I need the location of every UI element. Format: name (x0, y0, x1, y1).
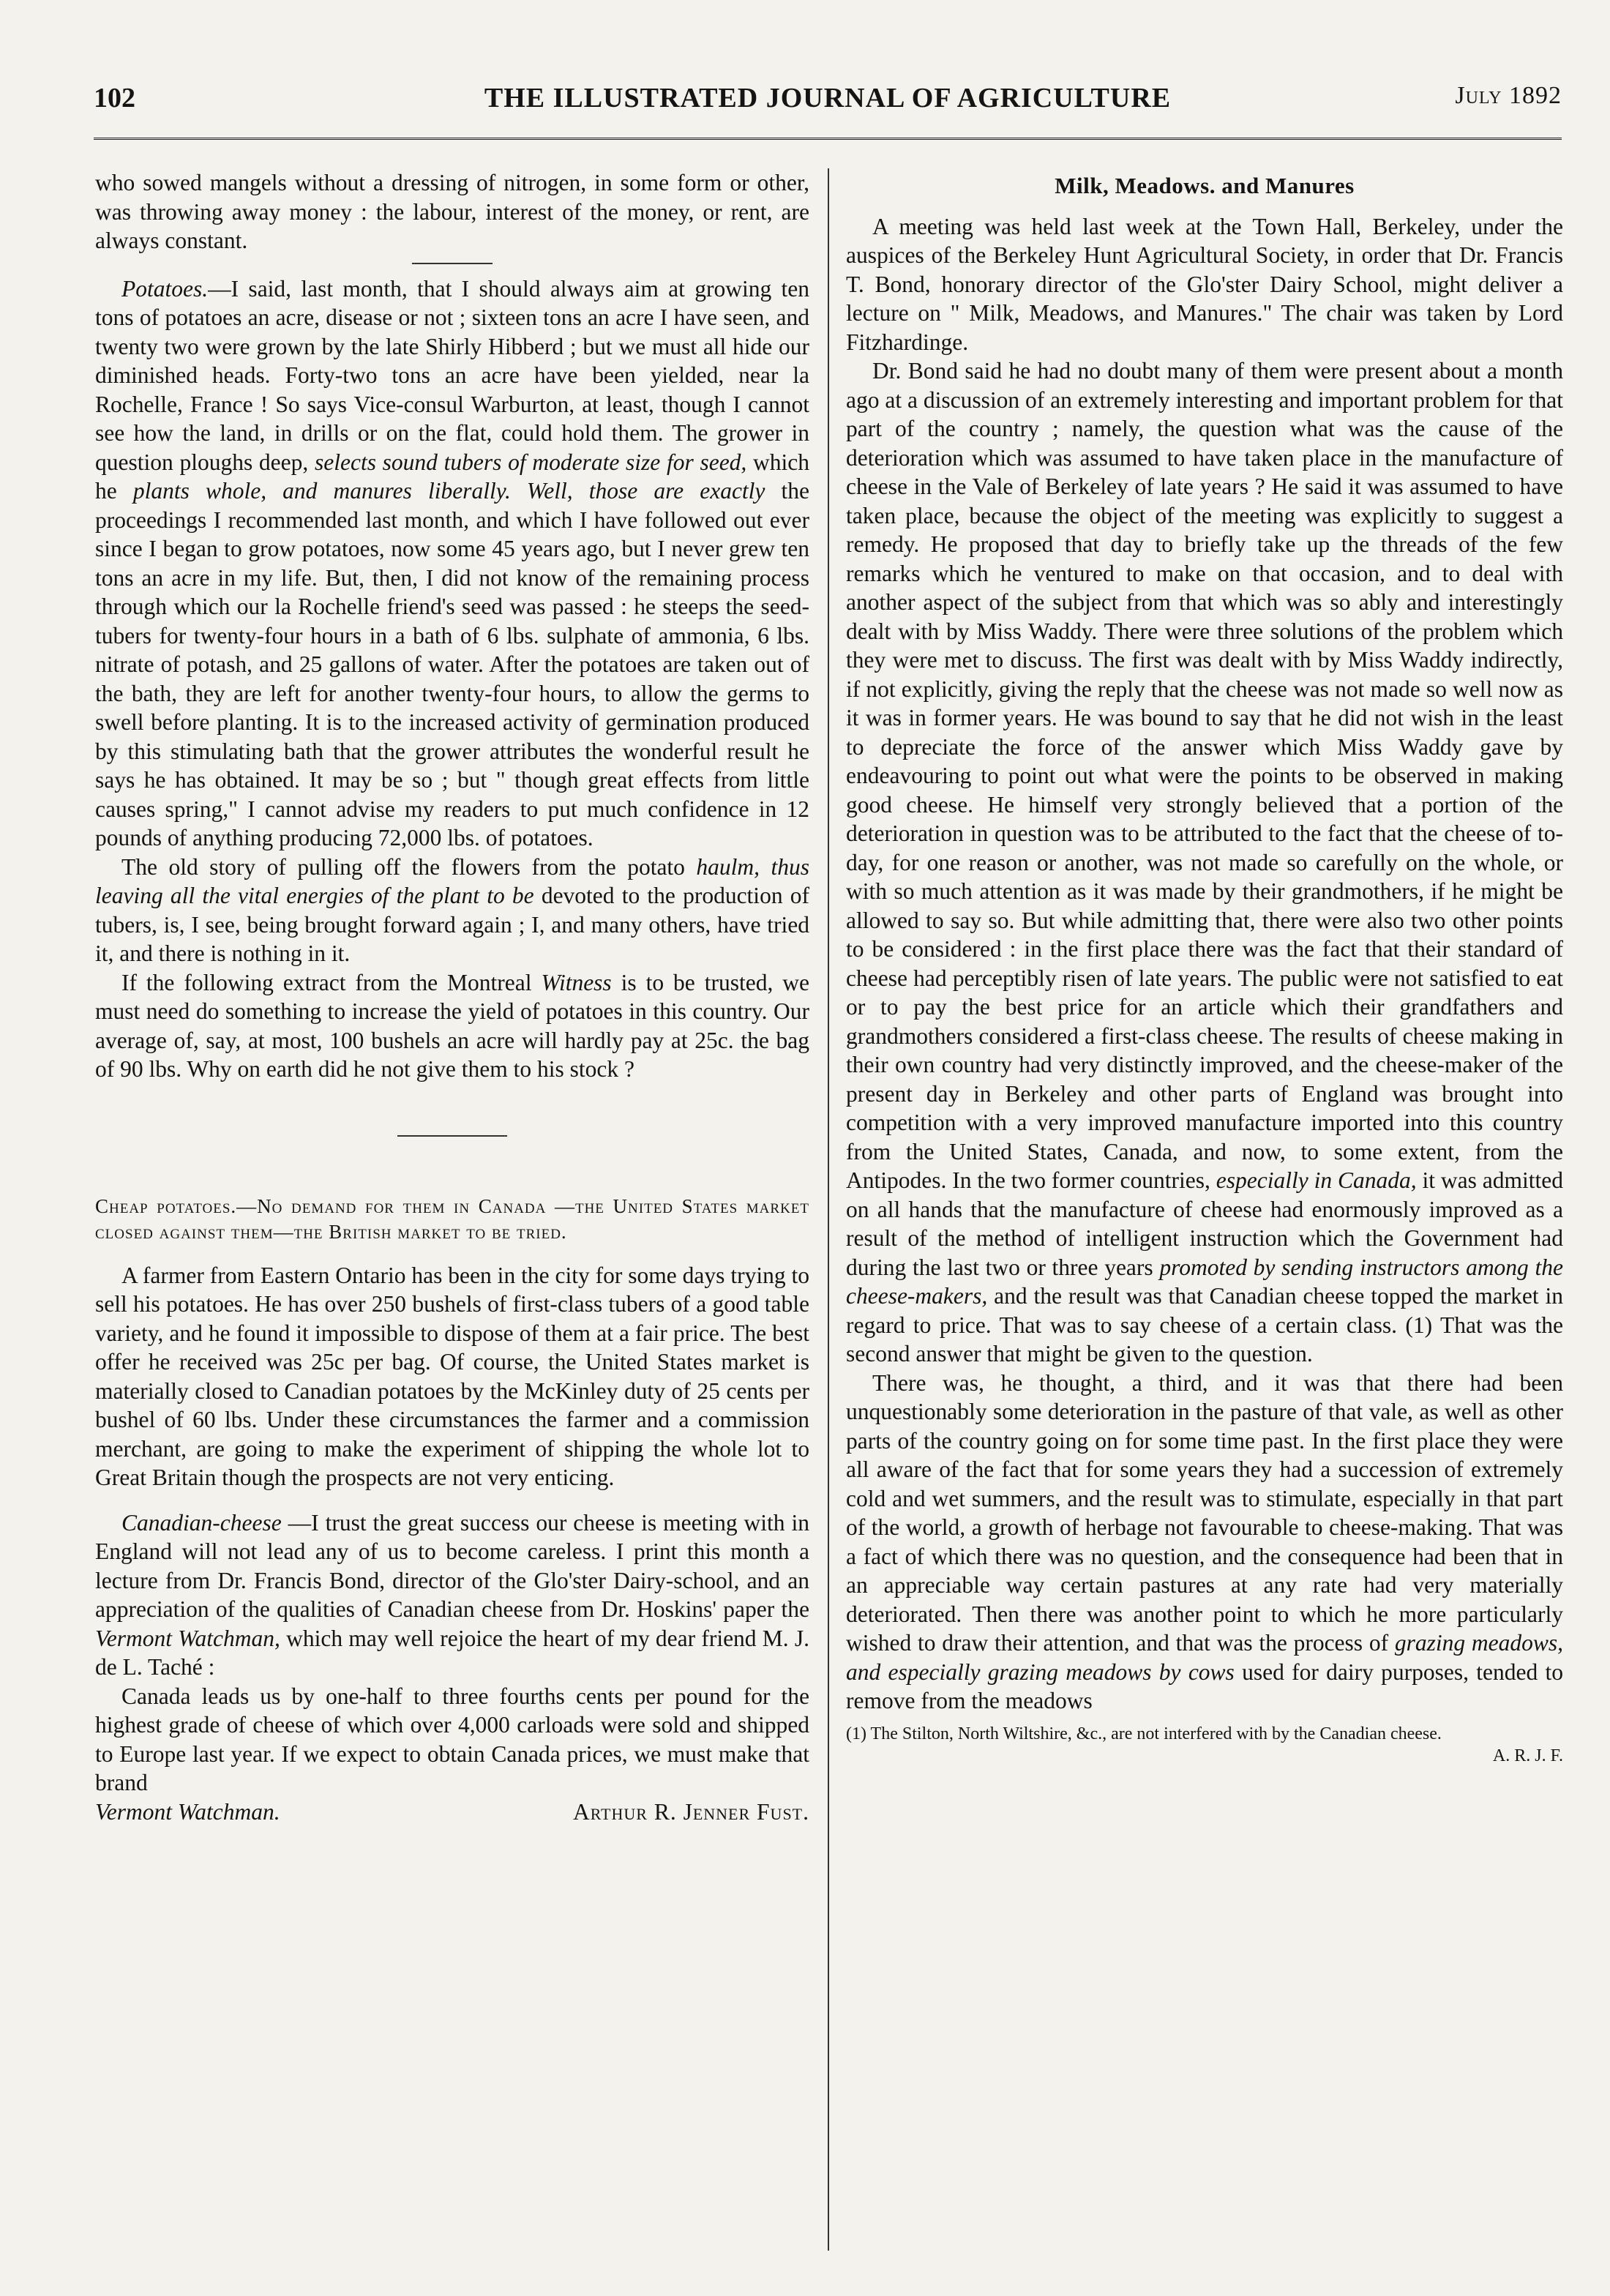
paragraph-third-answer: There was, he thought, a third, and it was that there had been unquestionably some deterioration in the pasture of that vale, as well as other parts of the country going on for some time past. In the first place they were all aware of the fact that for some years they had a succession of extremely cold and wet summers, and the result was to stimulate, especially in that part of the world, a growth of herbage not favourable to cheese-making. That was a fact of which there was no question, and the consequence had been that in an appreciable way certain pastures at any rate had very materially deteriorated. Then there was another point to which he more particularly wished to draw their attention, and that was the process of grazing meadows, and especially grazing meadows by cows used for dairy purposes, tended to remove from the meadows (846, 1369, 1564, 1713)
paragraph-potatoes-2: The old story of pulling off the flowers from the potato haulm, thus leaving all the vital energies of the plant to be devoted to the production of tubers, is, I see, being brought forward again ; I, and many others, have tried it, and there is nothing in it. (95, 853, 810, 966)
paragraph-potatoes-3: If the following extract from the Montreal Witness is to be trusted, we must need do something to increase the yield of potatoes in this country. Our average of, say, at most, 100 bushels an acre will hardly pay at 25c. the bag of 90 lbs. Why on earth did he not give them to his stock ? (95, 969, 810, 1082)
author-signature: Arthur R. Jenner Fust. (572, 1798, 809, 1825)
paragraph-meeting: A meeting was held last week at the Town Hall, Berkeley, under the auspices of the Berkeley Hunt Agricultural Society, in order that Dr. Francis T. Bond, honorary director of the Glo'ster Dairy School, might deliver a lecture on " Milk, Meadows, and Manures." The chair was taken by Lord Fitzhardinge. (846, 213, 1563, 355)
signoff-line (95, 1798, 809, 1827)
left-column (95, 168, 809, 1826)
potatoes-label: Potatoes. (121, 275, 209, 302)
section-heading-cheap-potatoes: Cheap potatoes.—No demand for them in Canada —the United States market closed against them—the British market to be tried. (95, 1194, 810, 1243)
paragraph-mangels: who sowed mangels without a dressing of nitrogen, in some form or other, was throwing away money : the labour, interest of the money, or rent, are always constant. (95, 170, 809, 253)
paragraph-potatoes-1: Potatoes.—I said, last month, that I should always aim at growing ten tons of potatoes an acre, disease or not ; sixteen tons an acre I have seen, and twenty two were grown by the late Shirly Hibberd ; but we must all hide our diminished heads. Forty-two tons an acre have been yielded, near la Rochelle, France ! So says Vice-consul Warburton, at least, though I cannot see how the land, in drills or on the flat, could hold them. The grower in question ploughs deep, selects sound tubers of moderate size for seed, which he plants whole, and manures liberally. Well, those are exactly the proceedings I recommended last month, and which I have followed out ever since I began to grow potatoes, now some 45 years ago, but I never grew ten tons an acre in my life. But, then, I did not know of the remaining process through which our la Rochelle friend's seed was passed : he steeps the seed-tubers for twenty-four hours in a bath of 6 lbs. sulphate of ammonia, 6 lbs. nitrate of potash, and 25 gallons of water. After the potatoes are taken out of the bath, they are left for another twenty-four hours, to allow the germs to swell before planting. It is to the increased activity of germination produced by this stimulating bath that the grower attributes the wonderful result he says he has obtained. It may be so ; but " though great effects from little causes spring," I cannot advise my readers to put much confidence in 12 pounds of anything producing 72,000 lbs. of potatoes. (95, 275, 810, 850)
cheese-label: Canadian-cheese (121, 1509, 282, 1536)
page-header (94, 82, 1562, 126)
column-divider (828, 168, 829, 2251)
header-rule (94, 138, 1562, 140)
footnote-signature: A. R. J. F. (1492, 1746, 1563, 1765)
article-title: Milk, Meadows. and Manures (1055, 173, 1355, 198)
paragraph-cheese-1: Canadian-cheese —I trust the great success our cheese is meeting with in England will not lead any of us to become careless. I print this month a lecture from Dr. Francis Bond, director of the Glo'ster Dairy-school, and an appreciation of the qualities of Canadian cheese from Dr. Hoskins' paper the Vermont Watchman, which may well rejoice the heart of my dear friend M. J. de L. Taché : (95, 1509, 810, 1680)
paragraph-cheese-2: Canada leads us by one-half to three fourths cents per pound for the highest grade of cheese of which over 4,000 carloads were sold and shipped to Europe last year. If we expect to obtain Canada prices, we must make that brand (95, 1683, 809, 1795)
journal-title: THE ILLUSTRATED JOURNAL OF AGRICULTURE (484, 83, 1172, 113)
section-separator (397, 1135, 507, 1137)
page-number: 102 (94, 83, 135, 113)
footnote (846, 1723, 1563, 1767)
footnote-text: (1) The Stilton, North Wiltshire, &c., are not interfered with by the Canadian cheese. (846, 1724, 1442, 1743)
paragraph-dr-bond: Dr. Bond said he had no doubt many of them were present about a month ago at a discussion of an extremely interesting and important problem for that part of the country ; namely, the question what was the cause of the deterioration which was assumed to have taken place in the manufacture of cheese in the Vale of Berkeley of late years ? He said it was assumed to have taken place, because the object of the meeting was explicitly to suggest a remedy. He proposed that day to briefly take up the threads of the few remarks which he ventured to make on that occasion, and to deal with another aspect of the subject from that which was so ably and interestingly dealt with by Miss Waddy. There were three solutions of the problem which they were met to discuss. The first was dealt with by Miss Waddy indirectly, if not explicitly, giving the reply that the cheese was not made so well now as it was in former years. He was bound to say that he did not wish in the least to depreciate the force of the answer which Miss Waddy gave by endeavouring to point out what were the points to be observed in making good cheese. He himself very strongly believed that a portion of the deterioration in question was to be attributed to the fact that the cheese of to-day, for one reason or another, was not made so carefully on the whole, or with so much attention as it was made by their grandmothers, if he might be allowed to say so. But while admitting that, there were also two other points to be considered : in the first place there was the fact that their standard of cheese had perceptibly risen of late years. The public were not satisfied to eat or to pay the best price for an article which their grandfathers and grandmothers considered a first-class cheese. The results of cheese making in their own country had very distinctly improved, and the cheese-maker of the present day in Berkeley and other parts of England was brought into competition with a very improved manufacture imported into this country from the United States, Canada, and now, to some extent, from the Antipodes. In the two former countries, especially in Canada, it was admitted on all hands that the manufacture of cheese had enormously improved as a result of the method of intelligent instruction which the Government had during the last two or three years promoted by sending instructors among the cheese-makers, and the result was that Canadian cheese topped the market in regard to price. That was to say cheese of a certain class. (1) That was the second answer that might be given to the question. (846, 358, 1564, 1366)
issue-date: July 1892 (1455, 82, 1562, 109)
cheese-brand-italic: Vermont Watchman. (95, 1798, 280, 1825)
paragraph-cheap-potatoes: A farmer from Eastern Ontario has been in the city for some days trying to sell his potatoes. He has over 250 bushels of first-class tubers of a good table variety, and he found it impossible to dispose of them at a fair price. The best offer he received was 25c per bag. Of course, the United States market is materially closed to Canadian potatoes by the McKinley duty of 25 cents per bushel of 60 lbs. Under these circumstances the farmer and a commission merchant, are going to make the experiment of shipping the whole lot to Great Britain though the prospects are not very enticing. (95, 1262, 809, 1490)
separator-rule (412, 263, 493, 264)
right-column (846, 168, 1563, 1767)
